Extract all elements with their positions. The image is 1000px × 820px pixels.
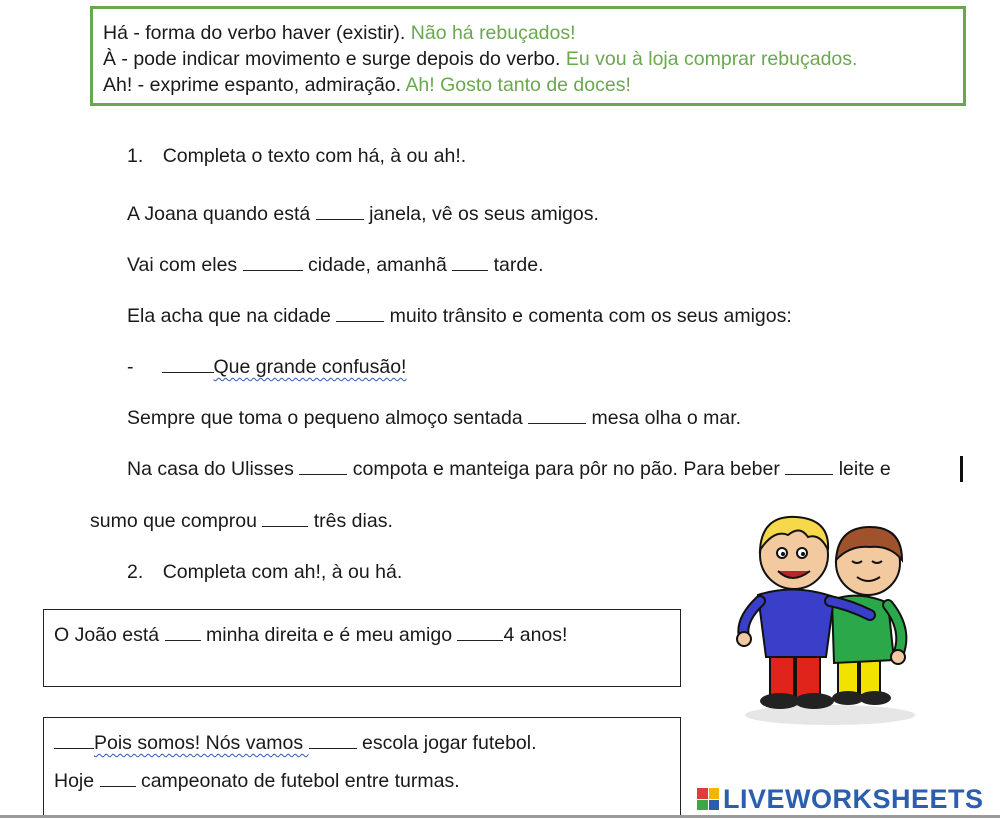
- exercise1-line-1: [127, 203, 599, 226]
- exercise1-line-3: [127, 305, 792, 328]
- line-text: 4 anos!: [503, 624, 568, 646]
- logo-mark-icon: [697, 788, 719, 810]
- answer-blank[interactable]: [54, 733, 94, 749]
- rule-a-text: À - pode indicar movimento e surge depois do verbo.: [103, 48, 566, 70]
- liveworksheets-logo: [697, 785, 984, 813]
- rule-ha-example: Não há rebuçados!: [410, 22, 576, 44]
- answer-blank[interactable]: [309, 733, 357, 749]
- line-text: três dias.: [308, 510, 393, 532]
- exercise1-title: Completa o texto com há, à ou ah!.: [162, 145, 467, 167]
- line-text: janela, vê os seus amigos.: [363, 203, 599, 225]
- text-cursor: [960, 456, 963, 482]
- exercise1-number: 1.: [127, 145, 144, 167]
- rule-a-example: Eu vou à loja comprar rebuçados.: [565, 48, 858, 70]
- line-text: cidade, amanhã: [302, 254, 453, 276]
- exercise2-title: Completa com ah!, à ou há.: [162, 561, 403, 583]
- bottom-divider: [0, 815, 1000, 818]
- exercise2-box-2: [43, 717, 681, 817]
- line-text: muito trânsito e comenta com os seus amigos:: [384, 305, 792, 327]
- exercise1-line-6: [127, 458, 891, 481]
- answer-blank[interactable]: [262, 511, 308, 527]
- line-text: campeonato de futebol entre turmas.: [135, 770, 460, 792]
- line-text: Sempre que toma o pequeno almoço sentada: [127, 407, 529, 429]
- line-text: sumo que comprou: [90, 510, 263, 532]
- line-text: Que grande confusão!: [213, 356, 407, 378]
- answer-blank[interactable]: [316, 204, 364, 220]
- answer-blank[interactable]: [452, 255, 488, 271]
- line-text: minha direita e é meu amigo: [200, 624, 458, 646]
- rule-ha-text: Há - forma do verbo haver (existir).: [103, 22, 411, 44]
- exercise2-heading: [127, 561, 402, 584]
- answer-blank[interactable]: [243, 255, 303, 271]
- box2-sentence-1: [54, 732, 537, 755]
- rule-ah-example: Ah! Gosto tanto de doces!: [405, 74, 631, 96]
- box1-sentence: [54, 624, 567, 647]
- answer-blank[interactable]: [162, 357, 214, 373]
- line-text: mesa olha o mar.: [586, 407, 742, 429]
- line-text: Vai com eles: [127, 254, 243, 276]
- answer-blank[interactable]: [299, 459, 347, 475]
- line-text: Ela acha que na cidade: [127, 305, 337, 327]
- answer-blank[interactable]: [785, 459, 833, 475]
- line-text: O João está: [54, 624, 165, 646]
- rule-ah: [103, 74, 631, 97]
- dash-marker: -: [127, 356, 134, 378]
- line-text: Na casa do Ulisses: [127, 458, 300, 480]
- answer-blank[interactable]: [528, 408, 586, 424]
- line-text: Pois somos! Nós vamos: [94, 732, 309, 754]
- logo-text: LIVEWORKSHEETS: [723, 783, 984, 814]
- answer-blank[interactable]: [457, 625, 503, 641]
- answer-blank[interactable]: [336, 306, 384, 322]
- two-boys-illustration: [730, 505, 930, 730]
- exercise2-box-1: [43, 609, 681, 687]
- rule-ha: [103, 22, 576, 45]
- line-text: compota e manteiga para pôr no pão. Para beber: [347, 458, 786, 480]
- answer-blank[interactable]: [100, 771, 136, 787]
- line-text: Hoje: [54, 770, 100, 792]
- exercise2-number: 2.: [127, 561, 144, 583]
- exercise1-line-7: [90, 510, 393, 533]
- line-text: tarde.: [488, 254, 544, 276]
- rule-a: [103, 48, 857, 71]
- line-text: escola jogar futebol.: [356, 732, 537, 754]
- line-text: leite e: [833, 458, 891, 480]
- rules-box: [90, 6, 966, 106]
- rule-ah-text: Ah! - exprime espanto, admiração.: [103, 74, 406, 96]
- line-text: A Joana quando está: [127, 203, 316, 225]
- exercise1-line-2: [127, 254, 544, 277]
- answer-blank[interactable]: [165, 625, 201, 641]
- exercise1-heading: [127, 145, 466, 168]
- exercise1-line-4: [127, 356, 406, 379]
- box2-sentence-2: [54, 770, 460, 793]
- exercise1-line-5: [127, 407, 741, 430]
